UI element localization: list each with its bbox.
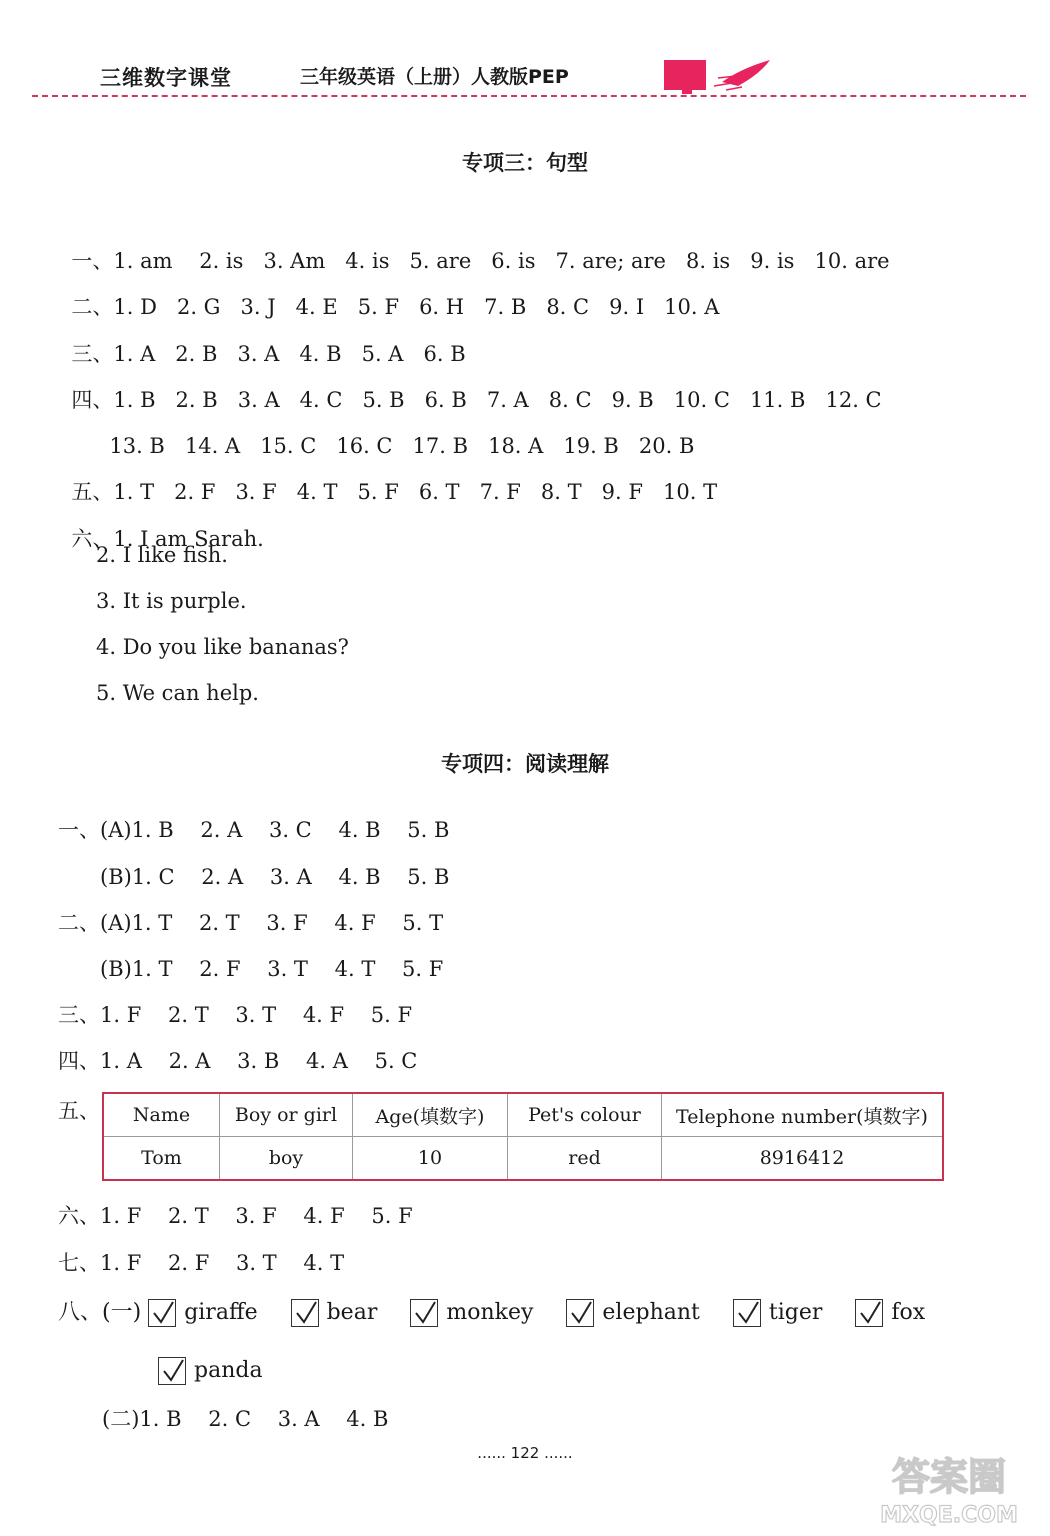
checkbox-tiger[interactable]: [733, 1299, 761, 1327]
answer-item: 4. E: [295, 295, 338, 319]
checkbox-elephant[interactable]: [566, 1299, 594, 1327]
part-label: 一、: [71, 249, 114, 273]
answer-item: 9. B: [611, 388, 654, 412]
animal-label: monkey: [446, 1300, 534, 1325]
answer-item: 6. is: [491, 249, 536, 273]
answer-line-4-3: [58, 1000, 412, 1030]
answer-line-3-3: [58, 309, 466, 366]
answer-group: 1. F 2. T 3. F 4. F 5. F: [100, 1204, 413, 1228]
answer-item: 13. B: [109, 434, 165, 458]
answer-item: 5. B: [362, 388, 405, 412]
page-number: ...... 122 ......: [477, 1444, 573, 1462]
answer-item: 9. F: [601, 480, 643, 504]
part-label: 三、: [71, 342, 114, 366]
answer-line-4-7: [58, 1248, 344, 1278]
section-title-sentence-patterns: 专项三：句型: [462, 151, 588, 175]
table-header-cell: Pet's colour: [508, 1093, 662, 1137]
answer-item: 6. H: [419, 295, 465, 319]
answer-item: 1. am: [113, 249, 173, 273]
table-cell: 8916412: [662, 1137, 944, 1181]
answer-item: 7. F: [479, 480, 521, 504]
answer-item: 2. is: [199, 249, 244, 273]
info-table: [102, 1092, 944, 1181]
answer-item: 3. J: [240, 295, 276, 319]
answer-item: 4. B: [299, 342, 342, 366]
answer-item: 8. is: [686, 249, 731, 273]
answer-item: 6. B: [424, 388, 467, 412]
answer-item: 2. B: [175, 342, 218, 366]
part-label: 八、: [58, 1300, 103, 1325]
part-label: 一、: [58, 818, 100, 842]
answer-line-4-2b: (B)1. T 2. F 3. T 4. T 5. F: [100, 957, 444, 981]
answer-item: 1. T: [113, 480, 155, 504]
table-cell: Tom: [103, 1137, 220, 1181]
part-label: 三、: [58, 1003, 100, 1027]
animal-label: bear: [326, 1300, 378, 1325]
header-dashed-rule: [32, 95, 1026, 97]
header-series-title: 三维数字课堂: [100, 66, 232, 90]
answer-item: 5. A: [361, 342, 404, 366]
watermark-logo: [861, 1448, 1036, 1528]
table-header-cell: Boy or girl: [220, 1093, 353, 1137]
answer-line-4-2a: [58, 908, 443, 938]
animal-label: tiger: [768, 1300, 823, 1325]
answer-item: 2. F: [174, 480, 216, 504]
table-cell: red: [508, 1137, 662, 1181]
answer-line-3-4b: [96, 401, 695, 458]
answer-line-4-6: [58, 1201, 413, 1231]
answer-item: 4. C: [299, 388, 343, 412]
part-label: 二、: [71, 295, 114, 319]
answer-item: 11. B: [749, 388, 806, 412]
answer-item: 7. are; are: [555, 249, 666, 273]
table-header-cell: Age(填数字): [353, 1093, 508, 1137]
answer-item: 1. D: [113, 295, 157, 319]
answer-item: 20. B: [638, 434, 695, 458]
answer-sentence-3: 3. It is purple.: [96, 589, 247, 613]
animal-label: panda: [194, 1358, 263, 1383]
answer-item: 3. A: [237, 342, 280, 366]
part-label-4-5: 五、: [58, 1099, 100, 1123]
answer-group: 1. A 2. A 3. B 4. A 5. C: [100, 1049, 418, 1073]
answer-item: 1. B: [113, 388, 156, 412]
answer-item: 2. G: [176, 295, 221, 319]
table-row: [103, 1137, 943, 1181]
rocket-icon: [662, 56, 782, 96]
answer-group: (A)1. B 2. A 3. C 4. B 5. B: [100, 818, 450, 842]
answer-item: 7. A: [486, 388, 529, 412]
answer-item: 7. B: [484, 295, 527, 319]
answer-sentence-4: 4. Do you like bananas?: [96, 635, 349, 659]
table-header-row: [103, 1093, 943, 1137]
checkbox-row-2: [158, 1354, 289, 1388]
answer-item: 10. A: [664, 295, 720, 319]
answer-item: 1. A: [113, 342, 156, 366]
table-cell: 10: [353, 1137, 508, 1181]
checkbox-bear[interactable]: [291, 1299, 319, 1327]
answer-item: 2. B: [175, 388, 218, 412]
answer-sentence: 1. I am Sarah.: [113, 527, 264, 551]
table-header-cell: Telephone number(填数字): [662, 1093, 944, 1137]
part-label: 七、: [58, 1251, 100, 1275]
answer-item: 19. B: [563, 434, 619, 458]
answer-line-4-1b: (B)1. C 2. A 3. A 4. B 5. B: [100, 865, 450, 889]
part-label: 六、: [58, 1204, 100, 1228]
answer-group: 1. F 2. T 3. T 4. F 5. F: [100, 1003, 413, 1027]
answer-item: 3. Am: [263, 249, 326, 273]
checkbox-panda[interactable]: [158, 1357, 186, 1385]
part-label: 六、: [71, 527, 114, 551]
part-label: 四、: [58, 1049, 100, 1073]
animal-label: fox: [891, 1300, 926, 1325]
section-title-reading: 专项四：阅读理解: [441, 752, 609, 776]
answer-sentence-5: 5. We can help.: [96, 681, 259, 705]
answer-item: 5. F: [357, 480, 399, 504]
sub-label: (一): [102, 1300, 142, 1325]
answer-group: 1. F 2. F 3. T 4. T: [100, 1251, 345, 1275]
answer-item: 10. T: [663, 480, 718, 504]
answer-group: (A)1. T 2. T 3. F 4. F 5. T: [100, 911, 444, 935]
answer-item: 4. T: [296, 480, 338, 504]
table-cell: boy: [220, 1137, 353, 1181]
answer-line-4-4: [58, 1046, 417, 1076]
answer-item: 6. T: [418, 480, 460, 504]
answer-item: 8. C: [546, 295, 590, 319]
answer-line-3-5: [58, 447, 718, 504]
answer-item: 14. A: [184, 434, 241, 458]
answer-line-4-1a: [58, 815, 449, 845]
answer-item: 15. C: [260, 434, 317, 458]
animal-label: giraffe: [184, 1300, 258, 1325]
answer-item: 3. F: [235, 480, 277, 504]
checkbox-monkey[interactable]: [410, 1299, 438, 1327]
part-label: 五、: [71, 480, 114, 504]
answer-item: 10. are: [814, 249, 890, 273]
answer-item: 18. A: [488, 434, 544, 458]
answer-item: 10. C: [673, 388, 730, 412]
watermark-text-cn: 答案圈: [891, 1455, 1007, 1499]
answer-line-3-1: [58, 216, 890, 273]
answer-sentence-2: 2. I like fish.: [96, 543, 228, 567]
answer-item: 8. T: [540, 480, 582, 504]
watermark-text-url: MXQE.COM: [880, 1503, 1018, 1528]
answer-item: 9. is: [750, 249, 795, 273]
answer-item: 17. B: [412, 434, 469, 458]
answer-line-3-2: [58, 262, 720, 319]
answer-item: 3. A: [237, 388, 280, 412]
answer-line-4-8b: (二)1. B 2. C 3. A 4. B: [102, 1407, 389, 1431]
header-book-title: 三年级英语（上册）人教版PEP: [300, 66, 569, 88]
checkbox-fox[interactable]: [855, 1299, 883, 1327]
answer-line-3-4a: [58, 355, 882, 412]
answer-item: 4. is: [345, 249, 390, 273]
answer-item: 5. are: [409, 249, 472, 273]
part-label: 二、: [58, 911, 100, 935]
table-header-cell: Name: [103, 1093, 220, 1137]
part-label: 四、: [71, 388, 114, 412]
answer-item: 6. B: [423, 342, 466, 366]
checkbox-giraffe[interactable]: [148, 1299, 176, 1327]
answer-item: 9. I: [609, 295, 645, 319]
answer-item: 12. C: [825, 388, 882, 412]
answer-line-3-6-1: [58, 494, 264, 551]
checkbox-row-1: [58, 1296, 951, 1330]
answer-item: 8. C: [548, 388, 592, 412]
answer-item: 16. C: [336, 434, 393, 458]
animal-label: elephant: [602, 1300, 700, 1325]
answer-item: 5. F: [357, 295, 400, 319]
